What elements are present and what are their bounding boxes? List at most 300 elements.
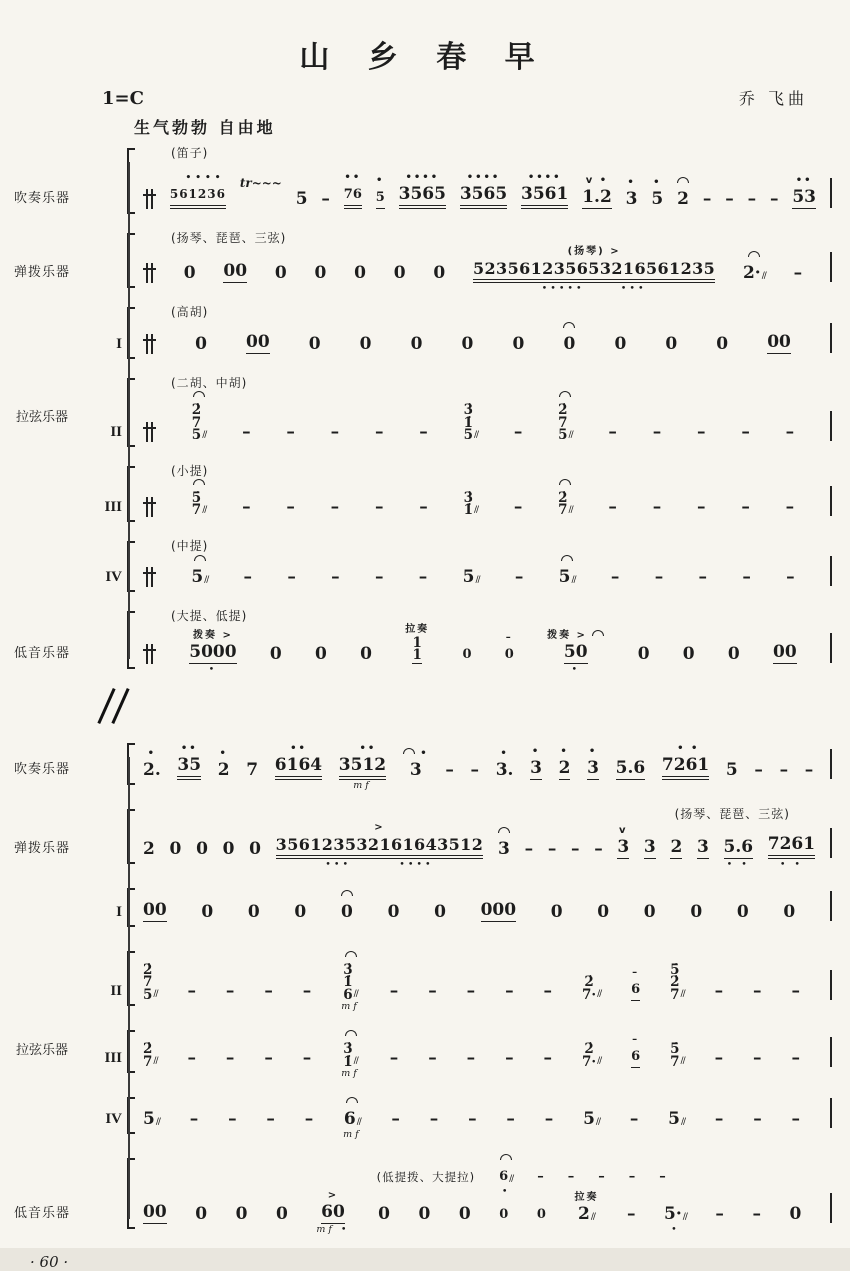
note-row — [428, 982, 437, 1001]
note-row — [430, 1110, 439, 1129]
note-text: – — [302, 1048, 312, 1068]
rest-cell — [665, 322, 677, 365]
note-text: 5 — [191, 566, 204, 587]
note-row — [525, 840, 534, 859]
note-text: – — [374, 566, 384, 587]
note-row — [670, 961, 685, 1003]
note-row — [143, 840, 155, 859]
system-1 — [14, 144, 834, 675]
barline — [830, 828, 832, 858]
instrument-label: (高胡) — [171, 305, 209, 319]
time-signature-glyph — [143, 497, 156, 517]
rest-cell — [551, 890, 563, 933]
note-row — [505, 645, 514, 664]
above-marks: •••• — [171, 173, 225, 183]
above-marks: • — [560, 745, 569, 757]
tremolo-mark: ∕∕ — [353, 989, 358, 999]
rest-cell — [143, 1190, 167, 1235]
note-text: 1.2 — [582, 187, 612, 207]
key-signature: 1=C — [102, 88, 144, 109]
note-row — [514, 498, 523, 517]
rest-cell — [462, 322, 474, 365]
note-row — [512, 335, 524, 354]
rest-cell — [716, 322, 728, 365]
rest-cell — [195, 322, 207, 365]
above-marks: • — [403, 748, 429, 761]
note-row — [190, 1110, 199, 1129]
note-text: 0 — [682, 643, 695, 664]
above-marks: • — [219, 747, 228, 759]
instrument-label: (扬琴、琵琶、三弦) — [171, 231, 287, 245]
below-marks: mf — [353, 779, 372, 791]
rest-cell — [276, 1192, 288, 1235]
staff-group-label — [14, 351, 98, 365]
chord-cell — [670, 1030, 684, 1079]
time-signature — [143, 631, 156, 675]
note-row — [275, 264, 287, 283]
rest-cell — [462, 632, 471, 675]
note-cell — [626, 177, 638, 220]
note-row — [445, 761, 454, 780]
tremolo-mark: ∕∕ — [353, 1056, 358, 1066]
roman-numeral — [98, 779, 127, 791]
note-text: 356123532161643512 — [276, 835, 484, 859]
note-row — [662, 756, 709, 780]
note-row — [287, 568, 296, 587]
dash-hold — [525, 827, 534, 870]
note-row — [321, 1203, 345, 1224]
rest-cell — [248, 890, 260, 933]
dash-hold — [699, 555, 708, 598]
staff-row — [14, 1026, 834, 1079]
note-row — [558, 489, 573, 518]
note-text: 3565 — [399, 185, 446, 209]
note-row — [375, 568, 384, 587]
note-cell — [344, 172, 362, 220]
dash-hold — [786, 485, 795, 528]
chord-cell — [192, 479, 206, 528]
note-row — [339, 756, 386, 780]
rest-cell — [223, 827, 235, 870]
note-row — [753, 982, 762, 1001]
note-cell — [670, 825, 682, 870]
note-text: – — [608, 496, 617, 517]
note-text: – — [753, 1048, 762, 1068]
dash-hold — [571, 827, 580, 870]
note-text: – — [429, 1109, 439, 1129]
tremolo-mark: ∕∕ — [680, 1117, 686, 1127]
note-row — [537, 1205, 546, 1224]
note-text: – — [187, 981, 196, 1001]
dash-hold — [786, 555, 795, 598]
dash-hold — [419, 555, 428, 598]
note-row — [670, 1043, 684, 1068]
note-row — [699, 568, 708, 587]
note-cell — [631, 967, 640, 1012]
note-text: – — [741, 421, 750, 442]
note-row — [286, 423, 295, 442]
note-text: 2 — [577, 1204, 590, 1224]
note-cell — [583, 1097, 600, 1140]
chord-stack: 2̇ 7 5 — [191, 402, 202, 443]
instrument-label: (大提、低提) — [171, 608, 248, 623]
note-text: 0 — [434, 901, 446, 922]
chord-cell — [405, 624, 429, 675]
rest-cell — [728, 632, 740, 675]
note-cell — [768, 822, 815, 870]
barline — [830, 970, 832, 1000]
note-row — [463, 568, 480, 587]
chord-stack: 3̇ 1̇ — [463, 489, 473, 518]
note-row — [743, 264, 766, 283]
note-row — [544, 982, 553, 1001]
note-text: – — [242, 496, 251, 517]
rest-cell — [360, 632, 372, 675]
note-row — [276, 1205, 288, 1224]
note-text: 3. — [495, 759, 514, 780]
dash-hold — [242, 410, 251, 453]
note-row — [378, 1205, 390, 1224]
note-cell — [460, 172, 507, 220]
chord-stack: 5̇ 2̇ 7 — [670, 961, 680, 1003]
note-text: 0 — [340, 901, 353, 922]
note-row — [616, 759, 646, 780]
note-row — [773, 643, 797, 664]
note-row — [597, 903, 609, 922]
note-row — [790, 1205, 802, 1224]
note-text: 561236 — [170, 185, 226, 209]
dash-hold — [629, 1154, 636, 1197]
note-row — [559, 568, 576, 587]
note-text: – — [419, 421, 428, 442]
above-marks: •••• — [527, 172, 562, 183]
note-text: 00 — [143, 1202, 167, 1222]
note-text: – — [652, 496, 662, 517]
note-row — [391, 1110, 400, 1129]
note-text: – — [389, 1048, 399, 1068]
dash-hold — [331, 555, 340, 598]
note-row — [343, 961, 358, 1003]
staff-notation — [141, 374, 834, 453]
note-text: – — [652, 421, 662, 442]
roman-numeral: III — [104, 498, 122, 515]
dash-hold — [331, 410, 340, 453]
note-row — [715, 1205, 724, 1224]
note-cell — [143, 1097, 160, 1140]
dash-hold — [471, 748, 480, 791]
note-row — [677, 190, 689, 209]
note-text: – — [468, 1109, 477, 1129]
note-cell — [651, 177, 663, 220]
above-marks — [500, 1154, 512, 1167]
below-marks: • — [501, 1186, 511, 1197]
note-row — [223, 262, 247, 283]
notation-cells — [143, 479, 832, 528]
tremolo-mark: ∕∕ — [153, 989, 158, 999]
roman-numeral: III — [104, 1050, 122, 1066]
note-text: – — [714, 981, 724, 1001]
dash-hold — [608, 410, 617, 453]
note-text: 0 — [550, 901, 563, 922]
dash-hold — [544, 969, 553, 1012]
note-cell — [240, 161, 282, 204]
above-marks: • — [147, 747, 157, 759]
dash-hold — [611, 555, 620, 598]
dash-hold — [794, 251, 803, 294]
instrument-label: (笛子) — [171, 146, 209, 160]
note-cell — [743, 251, 766, 294]
note-text: – — [659, 1169, 666, 1184]
note-text: 0 — [789, 1204, 802, 1224]
dash-hold — [655, 555, 664, 598]
note-cell — [275, 743, 322, 791]
note-cell — [792, 175, 816, 220]
dash-hold — [630, 1097, 639, 1140]
dash-hold — [390, 969, 399, 1012]
chord-cell — [464, 391, 478, 453]
note-text: – — [629, 1109, 639, 1129]
note-row — [537, 1167, 544, 1186]
note-cell — [463, 555, 480, 598]
note-text: 5 — [651, 189, 664, 209]
barline — [830, 1193, 832, 1223]
page-title: 山 乡 春 早 — [299, 40, 549, 75]
notation-cells — [143, 822, 832, 870]
dash-hold — [537, 1154, 544, 1197]
above-marks: •• — [795, 175, 813, 186]
dash-hold — [244, 555, 253, 598]
note-text: 0 — [783, 901, 796, 922]
barline — [830, 633, 832, 663]
below-marks: • • — [779, 858, 804, 870]
note-text: 0 — [665, 334, 678, 354]
note-cell — [376, 175, 385, 220]
note-text: – — [505, 1048, 514, 1068]
note-text: 3 — [587, 757, 599, 778]
dash-hold — [305, 1097, 314, 1140]
instrument-label: (二胡、中胡) — [171, 376, 248, 390]
above-marks: • — [500, 747, 509, 759]
time-signature — [143, 250, 156, 294]
below-marks: mf — [341, 1001, 360, 1012]
notation-cells — [143, 554, 832, 598]
note-row — [189, 643, 236, 664]
system-line — [128, 162, 130, 659]
above-marks — [561, 555, 573, 568]
note-row — [582, 976, 601, 1001]
note-row — [544, 1049, 553, 1068]
note-row — [792, 1110, 801, 1129]
note-row — [794, 264, 803, 283]
note-row — [462, 335, 474, 354]
note-cell — [559, 555, 576, 598]
staff-group-label — [14, 584, 98, 598]
note-cell — [143, 827, 155, 870]
tremolo-mark: ∕∕ — [473, 429, 479, 440]
note-text: 0 — [360, 643, 372, 664]
below-marks: ••••• ••• — [541, 283, 647, 294]
note-cell — [343, 1097, 362, 1140]
note-row — [184, 264, 196, 283]
rest-cell — [341, 890, 353, 933]
staff-row — [14, 374, 834, 453]
dash-hold — [697, 410, 706, 453]
chord-cell — [341, 951, 360, 1013]
note-text: 3 — [625, 189, 638, 209]
note-row — [143, 567, 156, 587]
notation-cells — [143, 161, 832, 220]
note-cell — [587, 746, 599, 791]
note-row — [481, 901, 517, 922]
note-row — [143, 263, 156, 283]
note-row — [428, 1049, 437, 1068]
note-row — [690, 903, 702, 922]
note-text: 0 — [690, 901, 703, 922]
barline — [830, 1037, 832, 1067]
dash-hold — [742, 555, 751, 598]
dash-hold — [391, 1097, 400, 1140]
note-row — [582, 188, 612, 209]
note-text: 0 — [462, 646, 472, 662]
note-row — [653, 423, 662, 442]
rest-cell — [314, 251, 326, 294]
rest-cell — [433, 251, 445, 294]
note-text: – — [189, 1109, 199, 1129]
note-row — [626, 190, 638, 209]
note-row — [195, 335, 207, 354]
note-row — [587, 759, 599, 780]
dash-hold — [805, 748, 814, 791]
staff-row — [14, 303, 834, 365]
note-cell — [496, 748, 514, 791]
chord-stack: 1 1 — [412, 634, 422, 663]
dash-hold — [514, 410, 523, 453]
note-text: – — [741, 496, 750, 517]
note-row — [187, 982, 196, 1001]
note-text: 3512 — [339, 756, 386, 780]
note-row — [571, 840, 580, 859]
staff-group-label: 吹奏乐器 — [14, 191, 71, 206]
staff-notation — [141, 884, 834, 933]
notation-cells — [143, 624, 832, 675]
notation-cells — [143, 391, 832, 453]
note-row — [703, 190, 712, 209]
note-text: – — [769, 189, 779, 209]
note-cell — [339, 743, 386, 791]
note-row — [697, 423, 706, 442]
note-text: 6164 — [275, 756, 322, 780]
note-text: 0 — [504, 646, 514, 662]
staff-notation — [141, 607, 834, 675]
note-text: – — [791, 1109, 801, 1129]
note-row — [305, 1110, 314, 1129]
time-signature-glyph — [143, 263, 156, 283]
note-cell — [499, 1154, 513, 1197]
note-row — [514, 423, 523, 442]
note-text: – — [698, 566, 708, 587]
note-row — [754, 761, 763, 780]
below-marks: • — [671, 1224, 680, 1235]
note-row — [218, 761, 230, 780]
rest-cell — [737, 890, 749, 933]
note-row — [143, 961, 158, 1003]
note-text: 0 — [276, 1204, 288, 1224]
note-row — [192, 404, 206, 442]
dash-hold — [514, 485, 523, 528]
staff-notation — [141, 144, 834, 220]
tremolo-mark: ∕∕ — [475, 574, 480, 585]
note-row — [462, 645, 471, 664]
note-cell — [644, 825, 656, 870]
dash-hold — [428, 1036, 437, 1079]
staff-notation — [141, 229, 834, 294]
dash-hold — [468, 1097, 477, 1140]
staff-row — [14, 537, 834, 598]
note-text: 523561235653216561235 — [473, 259, 715, 283]
note-cell — [473, 246, 715, 294]
note-text: – — [331, 566, 340, 587]
barline — [830, 1098, 832, 1128]
note-row — [499, 1167, 513, 1186]
note-row — [191, 489, 207, 518]
chord-cell — [341, 1030, 360, 1079]
note-row — [344, 185, 362, 209]
note-row — [631, 980, 640, 1001]
note-text: 0 — [269, 643, 282, 664]
note-text: 0 — [458, 1204, 471, 1224]
dash-hold — [264, 969, 273, 1012]
note-row — [360, 335, 372, 354]
barline — [830, 749, 832, 779]
note-row — [629, 1167, 636, 1186]
note-row — [748, 190, 757, 209]
note-text: – — [628, 1169, 636, 1184]
staff-group-label — [14, 919, 98, 933]
note-text: – — [752, 1204, 761, 1224]
note-row — [187, 1049, 196, 1068]
note-text: 2 — [558, 757, 571, 778]
note-row — [638, 645, 650, 664]
rest-cell — [143, 888, 167, 933]
below-marks: • • — [726, 858, 750, 870]
note-row — [388, 903, 400, 922]
note-row — [463, 489, 479, 518]
note-text: – — [321, 189, 330, 209]
tremolo-mark: ∕∕ — [356, 1117, 361, 1127]
chord-cell — [143, 1030, 157, 1079]
note-text: 5000 — [189, 641, 237, 662]
note-row — [780, 761, 789, 780]
notation-cells — [143, 320, 832, 365]
note-row — [498, 840, 510, 859]
dash-hold — [697, 485, 706, 528]
notation-cells — [143, 1030, 832, 1079]
time-signature — [143, 321, 156, 365]
note-text: 5 — [725, 759, 738, 780]
note-row — [611, 568, 620, 587]
note-text: – — [374, 421, 384, 442]
below-marks: mf — [343, 1129, 362, 1140]
note-text: 0 — [433, 263, 446, 283]
note-cell — [170, 172, 226, 220]
note-text: – — [266, 1109, 275, 1129]
tremolo-mark: ∕∕ — [680, 1056, 685, 1066]
note-cell — [218, 748, 230, 791]
above-marks: •• — [344, 172, 362, 183]
above-marks — [341, 890, 353, 903]
barline — [830, 556, 832, 586]
tremolo-mark: ∕∕ — [509, 1174, 514, 1184]
